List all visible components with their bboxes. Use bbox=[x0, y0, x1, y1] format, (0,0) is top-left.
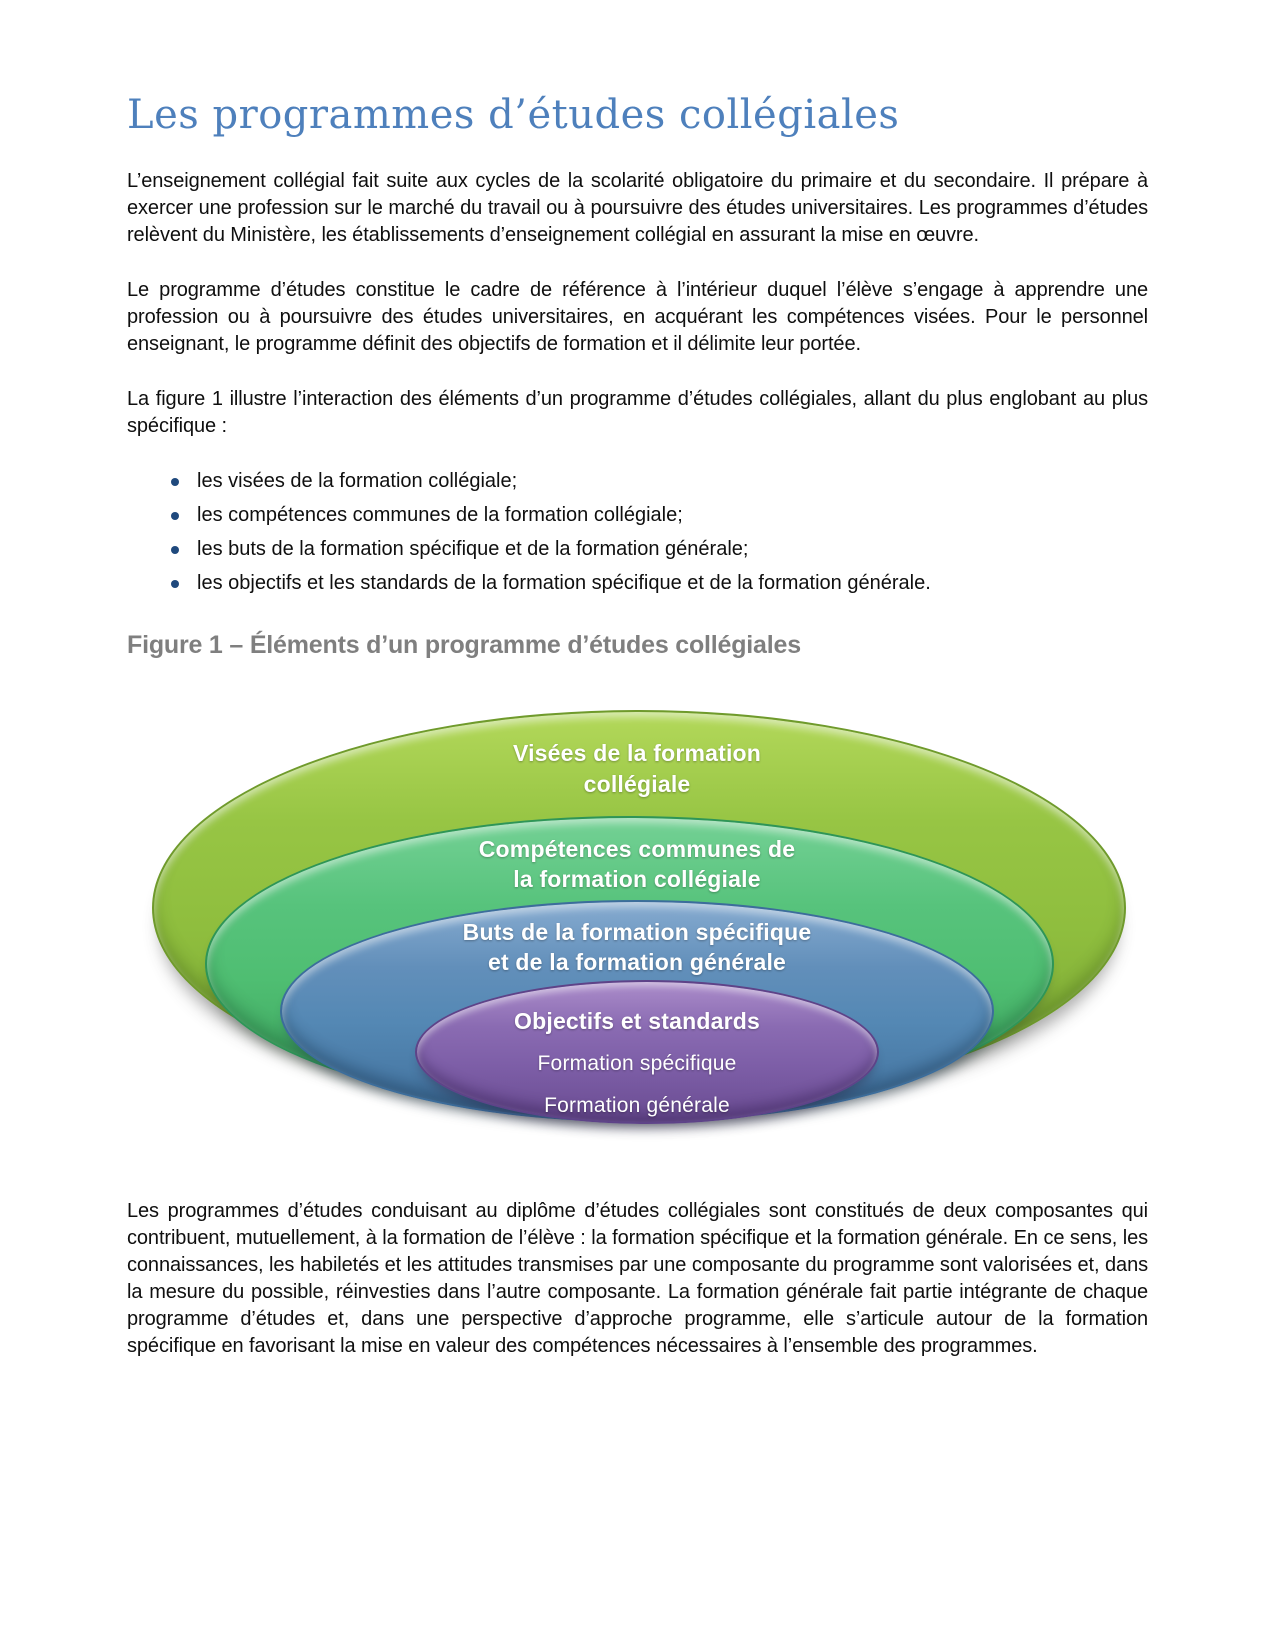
bullet-icon bbox=[171, 580, 179, 588]
label-competences bbox=[142, 834, 1132, 894]
list-item bbox=[171, 570, 1148, 597]
label-objectifs bbox=[142, 1006, 1132, 1121]
paragraph-intro: L’enseignement collégial fait suite aux cycles de la scolarité obligatoire du primaire et du secondaire. Il prépare à exercer une profession sur le marché du travail ou à poursuivre des études universitaires. Les programmes d’études relèvent du Ministère, les établissements d’enseignement collégial en assurant la mise en œuvre. bbox=[127, 170, 1148, 246]
bullet-icon bbox=[171, 512, 179, 520]
bullet-icon bbox=[171, 478, 179, 486]
list-item-text: les visées de la formation collégiale; bbox=[197, 470, 518, 492]
bullet-list bbox=[127, 468, 1148, 597]
label-line: Objectifs et standards bbox=[514, 1008, 760, 1034]
list-item bbox=[171, 468, 1148, 495]
page-title: Les programmes d’études collégiales bbox=[127, 92, 900, 138]
list-item-text: les objectifs et les standards de la formation spécifique et de la formation générale. bbox=[197, 572, 931, 594]
label-line: la formation collégiale bbox=[513, 866, 761, 892]
paragraph-composantes: Les programmes d’études conduisant au diplôme d’études collégiales sont constitués de deux composantes qui contribuent, mutuellement, à la formation de l’élève : la formation spécifique et la formation générale. En ce sens, les connaissances, les habiletés et les attitudes transmises par une composante du programme sont valorisées et, dans la mesure du possible, réinvesties dans l’autre composante. La formation générale fait partie intégrante de chaque programme d’études et, dans une perspective d’approche programme, elle s’articule autour de la formation spécifique en favorisant la mise en valeur des compétences nécessaires à l’ensemble des programmes. bbox=[127, 1200, 1148, 1357]
list-item-text: les buts de la formation spécifique et de la formation générale; bbox=[197, 538, 749, 560]
label-visees bbox=[142, 738, 1132, 800]
label-line: Compétences communes de bbox=[478, 836, 796, 862]
figure-caption: Figure 1 – Éléments d’un programme d’études collégiales bbox=[127, 631, 801, 659]
paragraph-programme: Le programme d’études constitue le cadre de référence à l’intérieur duquel l’élève s’engage à apprendre une profession ou à poursuivre des études universitaires, en acquérant les compétences visées. Pour le personnel enseignant, le programme définit des objectifs de formation et il délimite leur portée. bbox=[127, 279, 1148, 355]
label-line: Buts de la formation spécifique bbox=[462, 919, 812, 945]
label-line: collégiale bbox=[583, 771, 691, 797]
label-line: Visées de la formation bbox=[512, 740, 762, 766]
label-line: Formation générale bbox=[544, 1094, 730, 1117]
list-item bbox=[171, 536, 1148, 563]
list-item-text: les compétences communes de la formation collégiale; bbox=[197, 504, 683, 526]
label-buts bbox=[142, 917, 1132, 977]
bullet-icon bbox=[171, 546, 179, 554]
paragraph-figure-intro: La figure 1 illustre l’interaction des éléments d’un programme d’études collégiales, allant du plus englobant au plus spécifique : bbox=[127, 388, 1148, 437]
label-line: Formation spécifique bbox=[537, 1052, 737, 1075]
list-item bbox=[171, 502, 1148, 529]
label-line: et de la formation générale bbox=[487, 949, 787, 975]
figure-nested-ellipses-diagram bbox=[142, 688, 1132, 1148]
